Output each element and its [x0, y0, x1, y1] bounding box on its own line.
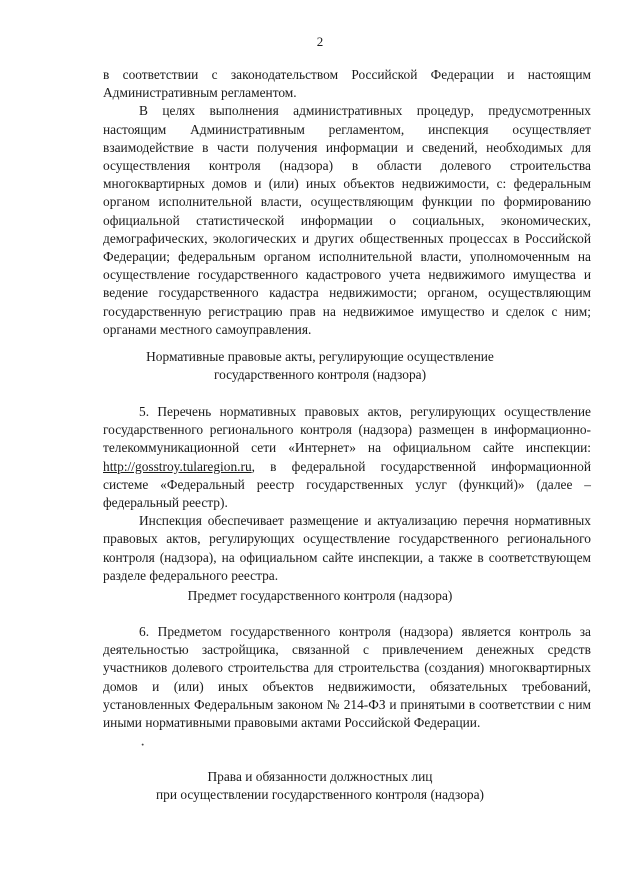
paragraph-5 — [103, 403, 591, 512]
stray-mark: · — [140, 737, 146, 754]
paragraph-5-text-end: , в федеральной государственной информационной системе «Федеральный реестр государственных услуг (функций)» (далее – федеральный реестр). — [103, 458, 591, 511]
paragraph-regulation-intro — [103, 66, 591, 339]
section-heading-normative-acts — [0, 348, 640, 384]
paragraph-legislation: в соответствии с законодательством Российской Федерации и настоящим Административным регламентом. — [103, 67, 591, 101]
paragraph-5-block — [103, 403, 591, 585]
heading-line: государственного контроля (надзора) — [213, 367, 427, 383]
paragraph-5-actualization: Инспекция обеспечивает размещение и актуализацию перечня нормативных правовых актов, регулирующих осуществление государственного регионального контроля (надзора), на официальном сайте инспекции, а также в соответствующем разделе федерального реестра. — [103, 513, 591, 583]
paragraph-interaction: В целях выполнения административных процедур, предусмотренных настоящим Административным регламентом, инспекция осуществляет взаимодействие в части получения информации и сведений, необходимых для осуществления контроля (надзора) в области долевого строительства многоквартирных домов и (или) иных объектов недвижимости, с: федеральным органом исполнительной власти, осуществляющим функции по формированию официальной статистической информации о социальных, экономических, демографических, экологических и других общественных процессах в Российской Федерации; федеральным органом исполнительной власти, уполномоченным на осуществление государственного кадастрового учета недвижимого имущества и ведение государственного кадастра недвижимости; органом, осуществляющим государственную регистрацию прав на недвижимое имущество и сделок с ним; органами местного самоуправления. — [103, 103, 591, 337]
heading-line: Права и обязанности должностных лиц — [207, 769, 433, 784]
heading-line: Нормативные правовые акты, регулирующие осуществление — [146, 349, 494, 364]
paragraph-6: 6. Предметом государственного контроля (надзора) является контроль за деятельностью застройщика, связанной с привлечением денежных средств участников долевого строительства для строительства (создания) многоквартирных домов и (или) иных объектов недвижимости, обязательных требований, установленных Федеральным законом № 214-ФЗ и принятыми в соответствии с ним иными нормативными правовыми актами Российской Федерации. — [103, 624, 591, 731]
heading-line: при осуществлении государственного контроля (надзора) — [156, 787, 484, 803]
page-number: 2 — [316, 34, 324, 49]
section-heading-rights-duties — [0, 768, 640, 804]
inspection-website-link[interactable]: http://gosstroy.tularegion.ru — [103, 458, 252, 474]
paragraph-6-block — [103, 623, 591, 732]
paragraph-5-text: 5. Перечень нормативных правовых актов, регулирующих осуществление государственного регионального контроля (надзора) размещен в информационно-телекоммуникационной сети «Интернет» на официальном сайте инспекции: — [103, 404, 591, 456]
section-heading-subject: Предмет государственного контроля (надзора) — [187, 588, 453, 603]
